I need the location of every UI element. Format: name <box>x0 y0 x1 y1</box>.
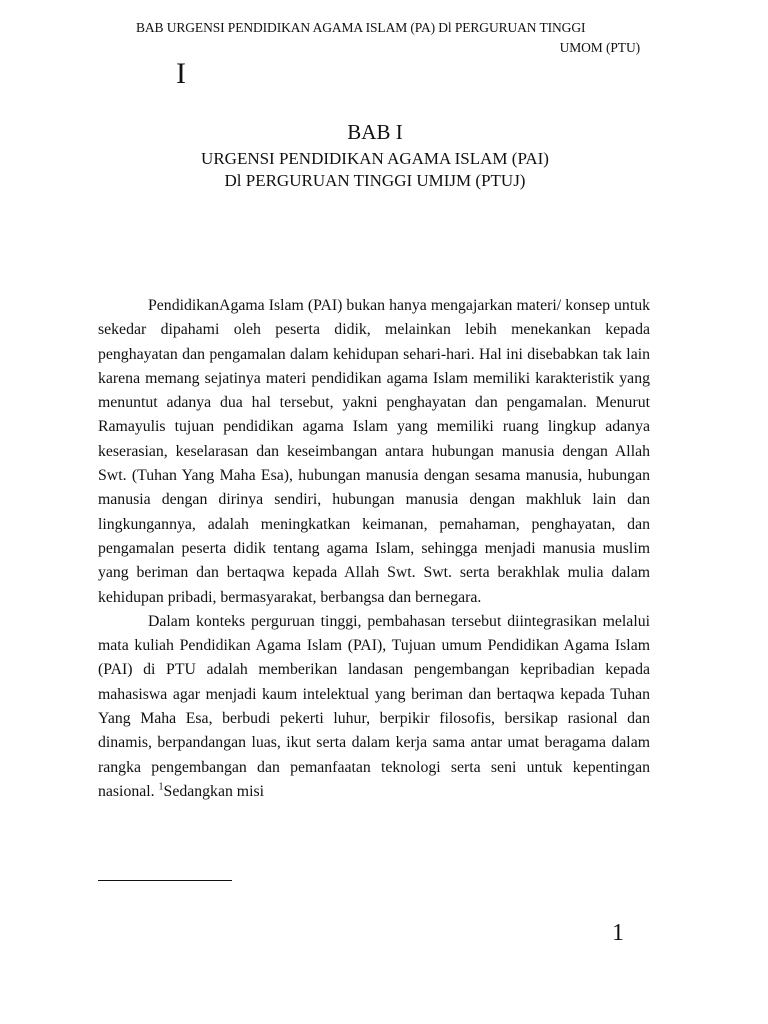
chapter-title-line-1: URGENSI PENDIDIKAN AGAMA ISLAM (PAI) <box>201 149 549 168</box>
paragraph-2 <box>98 610 650 804</box>
paragraph-2-text: Dalam konteks perguruan tinggi, pembahasan tersebut diintegrasikan melalui mata kuliah Pendidikan Agama Islam (PAI), Tujuan umum Pendidikan Agama Islam (PAI) di PTU adalah memberikan landasan pengembangan kepribadian kepada mahasiswa agar menjadi kaum intelektual yang beriman dan bertaqwa kepada Tuhan Yang Maha Esa, berbudi pekerti luhur, berpikir filosofis, bersikap rasional dan dinamis, berpandangan luas, ikut serta dalam kerja sama antar umat beragama dalam rangka pengembangan dan pemanfaatan teknologi serta seni untuk kepentingan nasional. <box>98 612 650 800</box>
footnote-marker[interactable]: 1 <box>158 781 164 793</box>
footnote-divider <box>98 880 232 881</box>
chapter-label: BAB I <box>347 120 403 144</box>
chapter-title-line-2: Dl PERGURUAN TINGGI UMIJM (PTUJ) <box>224 171 526 190</box>
paragraph-1: PendidikanAgama Islam (PAI) bukan hanya mengajarkan materi/ konsep untuk sekedar dipahami oleh peserta didik, melainkan lebih menekankan kepada penghayatan dan pengamalan dalam kehidupan sehari-hari. Hal ini disebabkan tak lain karena memang sejatinya materi pendidikan agama Islam memiliki karakteristik yang menuntut adanya dua hal tersebut, yakni penghayatan dan pengamalan. Menurut Ramayulis tujuan pendidikan agama Islam yang memiliki ruang lingkup adanya keserasian, keselarasan dan keseimbangan antara hubungan manusia dengan Allah Swt. (Tuhan Yang Maha Esa), hubungan manusia dengan sesama manusia, hubungan manusia dengan dirinya sendiri, hubungan manusia dengan makhluk lain dan lingkungannya, adalah meningkatkan keimanan, pemahaman, penghayatan, dan pengamalan peserta didik tentang agama Islam, sehingga menjadi manusia muslim yang beriman dan bertaqwa kepada Allah Swt. Swt. serta berakhlak mulia dalam kehidupan pribadi, bermasyarakat, berbangsa dan bernegara. <box>98 297 650 606</box>
body-text <box>98 294 650 804</box>
page-number: 1 <box>612 920 624 946</box>
running-header-line-2: UMOM (PTU) <box>559 40 640 55</box>
running-header-line-1: BAB URGENSI PENDIDIKAN AGAMA ISLAM (PA) Dl PERGURUAN TINGGI <box>136 20 586 35</box>
paragraph-2-tail: Sedangkan misi <box>163 782 265 800</box>
chapter-heading <box>100 118 650 192</box>
chapter-numeral: I <box>176 57 186 90</box>
running-header <box>120 18 640 58</box>
chapter-title <box>100 148 650 192</box>
